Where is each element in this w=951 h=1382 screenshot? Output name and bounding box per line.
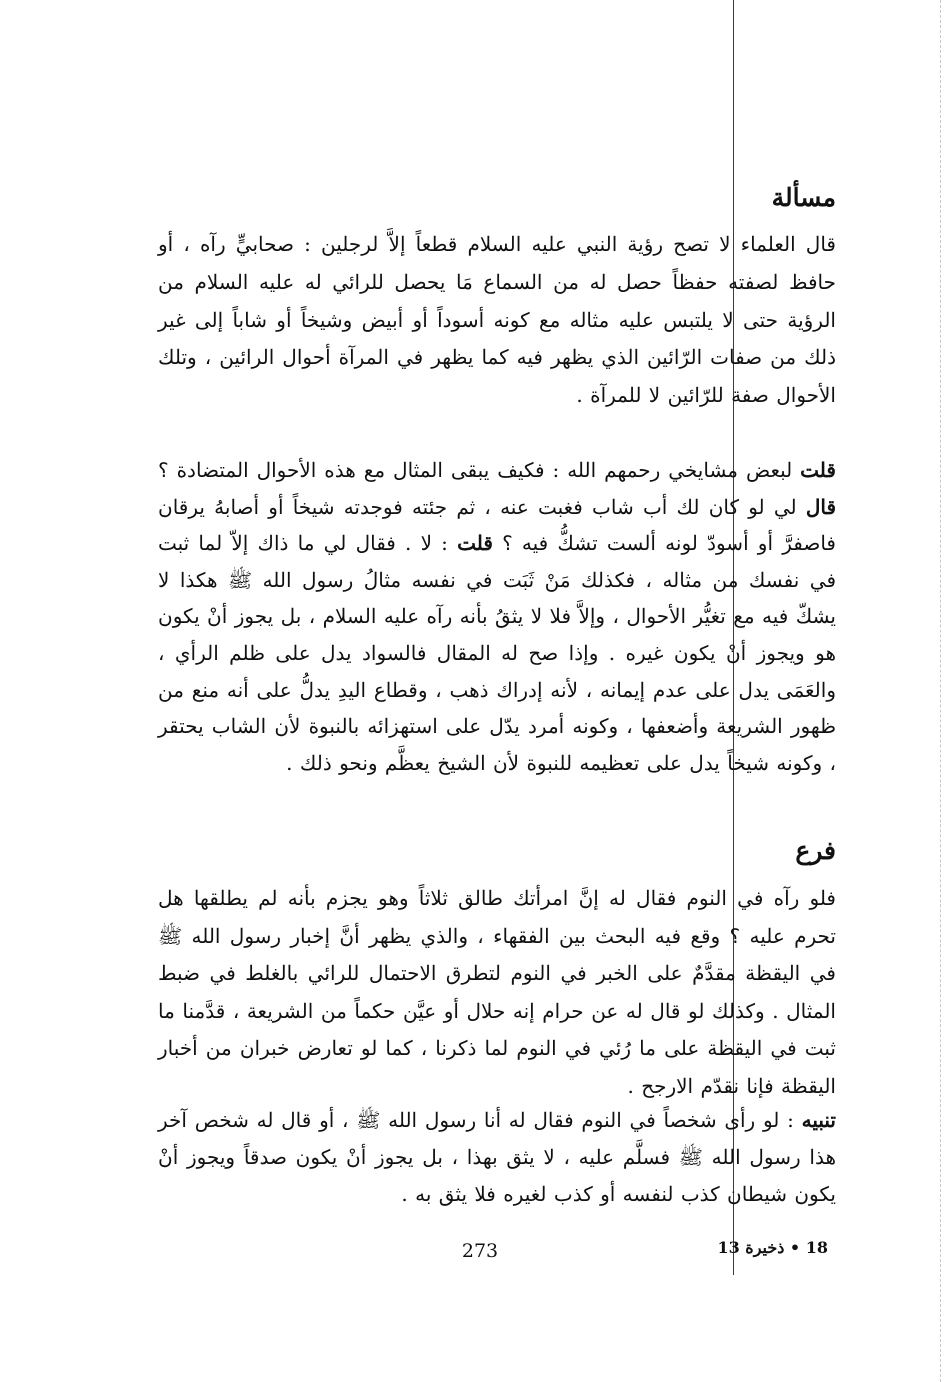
print-signature: 18 • ذخيرة 13 (717, 1238, 828, 1257)
segment: لي لو كان لك أب شاب فغبت عنه ، ثم جئته فوجدته شيخاً أو أصابهُ يرقان فاصفرَّ أو أسودّ لونه ألست تشكُّ فيه ؟ (158, 494, 836, 556)
inline-word-qultu: قلت (457, 531, 493, 556)
lead-word-tanbih: تنبيه (801, 1108, 836, 1132)
inline-word-qala: قال (805, 494, 836, 519)
segment: : لو رأى شخصاً في النوم فقال له أنا رسول الله ﷺ ، أو قال له شخص آخر هذا رسول الله ﷺ فسلَّم عليه ، لا يثق بهذا ، بل يجوز أنْ يكون صدقاً ويجوز أنْ يكون شيطان كذب لنفسه أو كذب لغيره فلا يثق به . (158, 1108, 836, 1206)
tanbih-paragraph (158, 1102, 836, 1213)
segment: : لا . فقال لي ما ذاك إلاّ لما ثبت في نفسك من مثاله ، فكذلك مَنْ ثَبَت في نفسه مثالُ رسول الله ﷺ هكذا لا يشكّ فيه مع تغيُّر الأحوال ، وإلاَّ فلا لا يثقُ بأنه رآه عليه السلام ، بل يجوز أنْ يكون هو ويجوز أنْ يكون غيره . وإذا صح له المقال فالسواد يدل على ظلم الرأي ، والعَمَى يدل على عدم إيمانه ، لأنه إدراك ذهب ، وقطاع اليدِ يدلُّ على أنه منع من ظهور الشريعة وأضعفها ، وكونه أمرد يدّل على استهزائه بالنبوة لأن الشاب يحتقر ، وكونه شيخاً يدل على تعظيمه للنبوة لأن الشيخ يعظَّم ونحو ذلك . (158, 531, 836, 775)
page-edge (940, 0, 942, 1382)
paragraph-text (158, 452, 836, 781)
paragraph-text: فلو رآه في النوم فقال له إنَّ امرأتك طالق ثلاثاً وهو يجزم بأنه لم يطلقها هل تحرم عليه ؟ وقع فيه البحث بين الفقهاء ، والذي يظهر أنَّ إخبار رسول الله ﷺ في اليقظة مقدَّمٌ على الخبر في النوم لتطرق الاحتمال للرائي بالغلط في ضبط المثال . وكذلك لو قال له عن حرام إنه حلال أو عيَّن حكماً من الشريعة ، قدَّمنا ما ثبت في اليقظة على ما رُئي في النوم لما ذكرنا ، كما لو تعارض خبران من أخبار اليقظة فإنا نقدّم الارجح . (158, 886, 836, 1098)
section-title-masala: مسألة (771, 183, 836, 212)
paragraph-text: قال العلماء لا تصح رؤية النبي عليه السلام قطعاً إلاَّ لرجلين : صحابيٍّ رآه ، أو حافظ لصفته حفظاً حصل له من السماع مَا يحصل للرائي له عليه السلام من الرؤية حتى لا يلتبس عليه مثاله مع كونه أسوداً أو أبيض وشيخاً أو شاباً إلى غير ذلك من صفات الرّائين الذي يظهر فيه كما يظهر في المرآة أحوال الرائين ، وتلك الأحوال صفة للرّائين لا للمرآة . (158, 232, 836, 408)
paragraph-text (158, 1102, 836, 1213)
page-number: 273 (461, 1240, 499, 1262)
far-paragraph-1 (158, 880, 836, 1106)
section-title-far: فرع (795, 836, 836, 865)
lead-word-qultu: قلت (800, 458, 836, 482)
segment: لبعض مشايخي رحمهم الله : فكيف يبقى المثال مع هذه الأحوال المتضادة ؟ (158, 458, 801, 482)
masala-paragraph-2 (158, 452, 836, 781)
masala-paragraph-1 (158, 226, 836, 415)
